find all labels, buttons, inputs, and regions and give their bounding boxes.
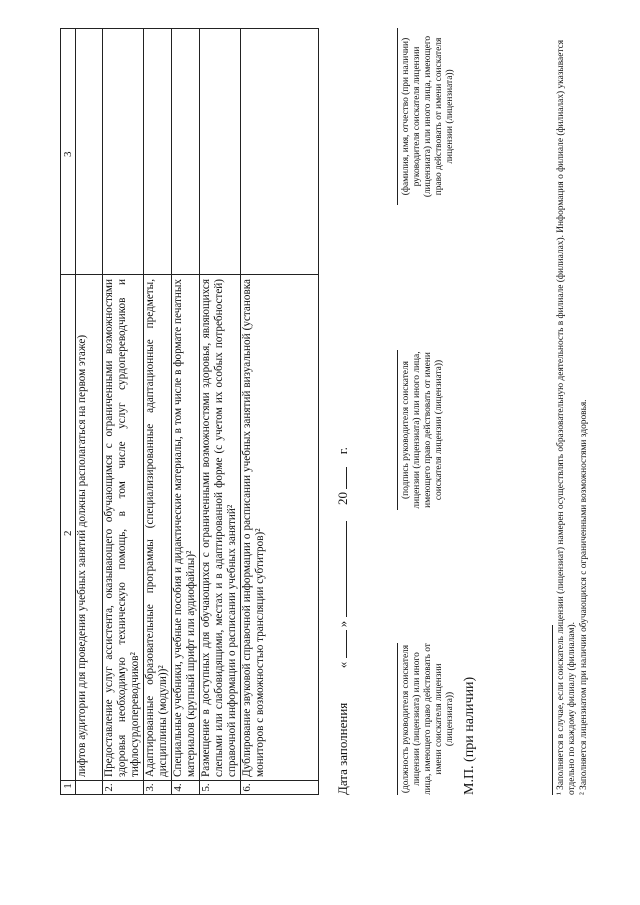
month-blank — [334, 521, 347, 617]
row-number: 4. — [172, 783, 184, 792]
header-col-1: 1 — [62, 783, 74, 789]
close-quote: » — [335, 620, 350, 628]
table-row — [200, 29, 241, 794]
row-text: Дублирование звуковой справочной информации о расписании учебных занятий визуальной (установка мониторов с возможностью трансляции субтитров)² — [241, 279, 266, 777]
footnote-2: ² Заполняется лицензиатом при наличии обучающихся с ограниченными возможностями здоровья. — [579, 399, 589, 795]
row-number: 3. — [144, 783, 156, 792]
year-blank — [334, 467, 347, 489]
row-number: 6. — [241, 783, 253, 792]
stamp-placeholder: М.П. (при наличии) — [462, 676, 477, 795]
date-label: Дата заполнения — [335, 702, 350, 795]
footnote-divider — [552, 625, 553, 795]
header-col-3: 3 — [62, 151, 74, 157]
facilities-table — [60, 28, 319, 795]
table-row — [172, 29, 200, 794]
open-quote: « — [335, 661, 350, 669]
row-text: Размещение в доступных для обучающихся с ограниченными возможностями здоровья, являющихся слепыми или слабовидящими, местах и в адаптированной форме (с учетом их особых потребностей) справочной информации о расписании учебных занятий² — [200, 279, 238, 777]
signature-line-position — [397, 643, 398, 795]
signature-line-name — [397, 28, 398, 205]
table-row — [75, 29, 103, 794]
signature-caption-name: (фамилия, имя, отчество (при наличии) руководителя соискателя лицензии (лицензиата) или иного лица, имеющего право действовать от имени соискателя лицензии (лицензиата)) — [401, 35, 455, 198]
table-row — [241, 29, 318, 794]
fill-date — [334, 447, 351, 795]
header-col-2: 2 — [62, 530, 74, 536]
year-suffix: г. — [335, 447, 350, 455]
row-text: Предоставление услуг ассистента, оказывающего обучающимся с ограниченными возможностями здоровья необходимую техническую помощь, в том числе услуг сурдопереводчиков и тифлосурдопереводчиков² — [103, 279, 141, 777]
row-number: 2. — [103, 783, 115, 792]
table-row — [103, 29, 144, 794]
row-text: Специальные учебники, учебные пособия и дидактические материалы, в том числе в формате печатных материалов (крупный шрифт или аудиофайлы)² — [172, 279, 197, 777]
row-number: 5. — [200, 783, 212, 792]
day-blank — [334, 630, 347, 658]
table-header-row — [61, 29, 76, 794]
signature-caption-sign: (подпись руководителя соискателя лицензии (лицензиата) или иного лица, имеющего право действовать от имени соискателя лицензии (лицензиата)) — [401, 351, 444, 509]
row-continuation-text: лифтов аудитории для проведения учебных занятий должны располагаться на первом этаже) — [76, 334, 88, 777]
footnote-1: ¹ Заполняется в случае, если соискатель лицензии (лицензиат) намерен осуществлять образовательную деятельность в филиале (филиалах). Информация о филиале (филиалах) указывается отдельно по каждому филиалу (филиалам). — [556, 39, 577, 795]
row-text: Адаптированные образовательные программы (специализированные адаптационные предметы, дисциплины (модули))² — [144, 279, 169, 777]
signature-caption-position: (должность руководителя соискателя лицензии (лицензиата) или иного лица, имеющего право действовать от имени соискателя лицензии (лицензиата)) — [401, 643, 455, 795]
signature-line-sign — [397, 350, 398, 510]
year-prefix: 20 — [335, 491, 350, 505]
table-row — [144, 29, 172, 794]
